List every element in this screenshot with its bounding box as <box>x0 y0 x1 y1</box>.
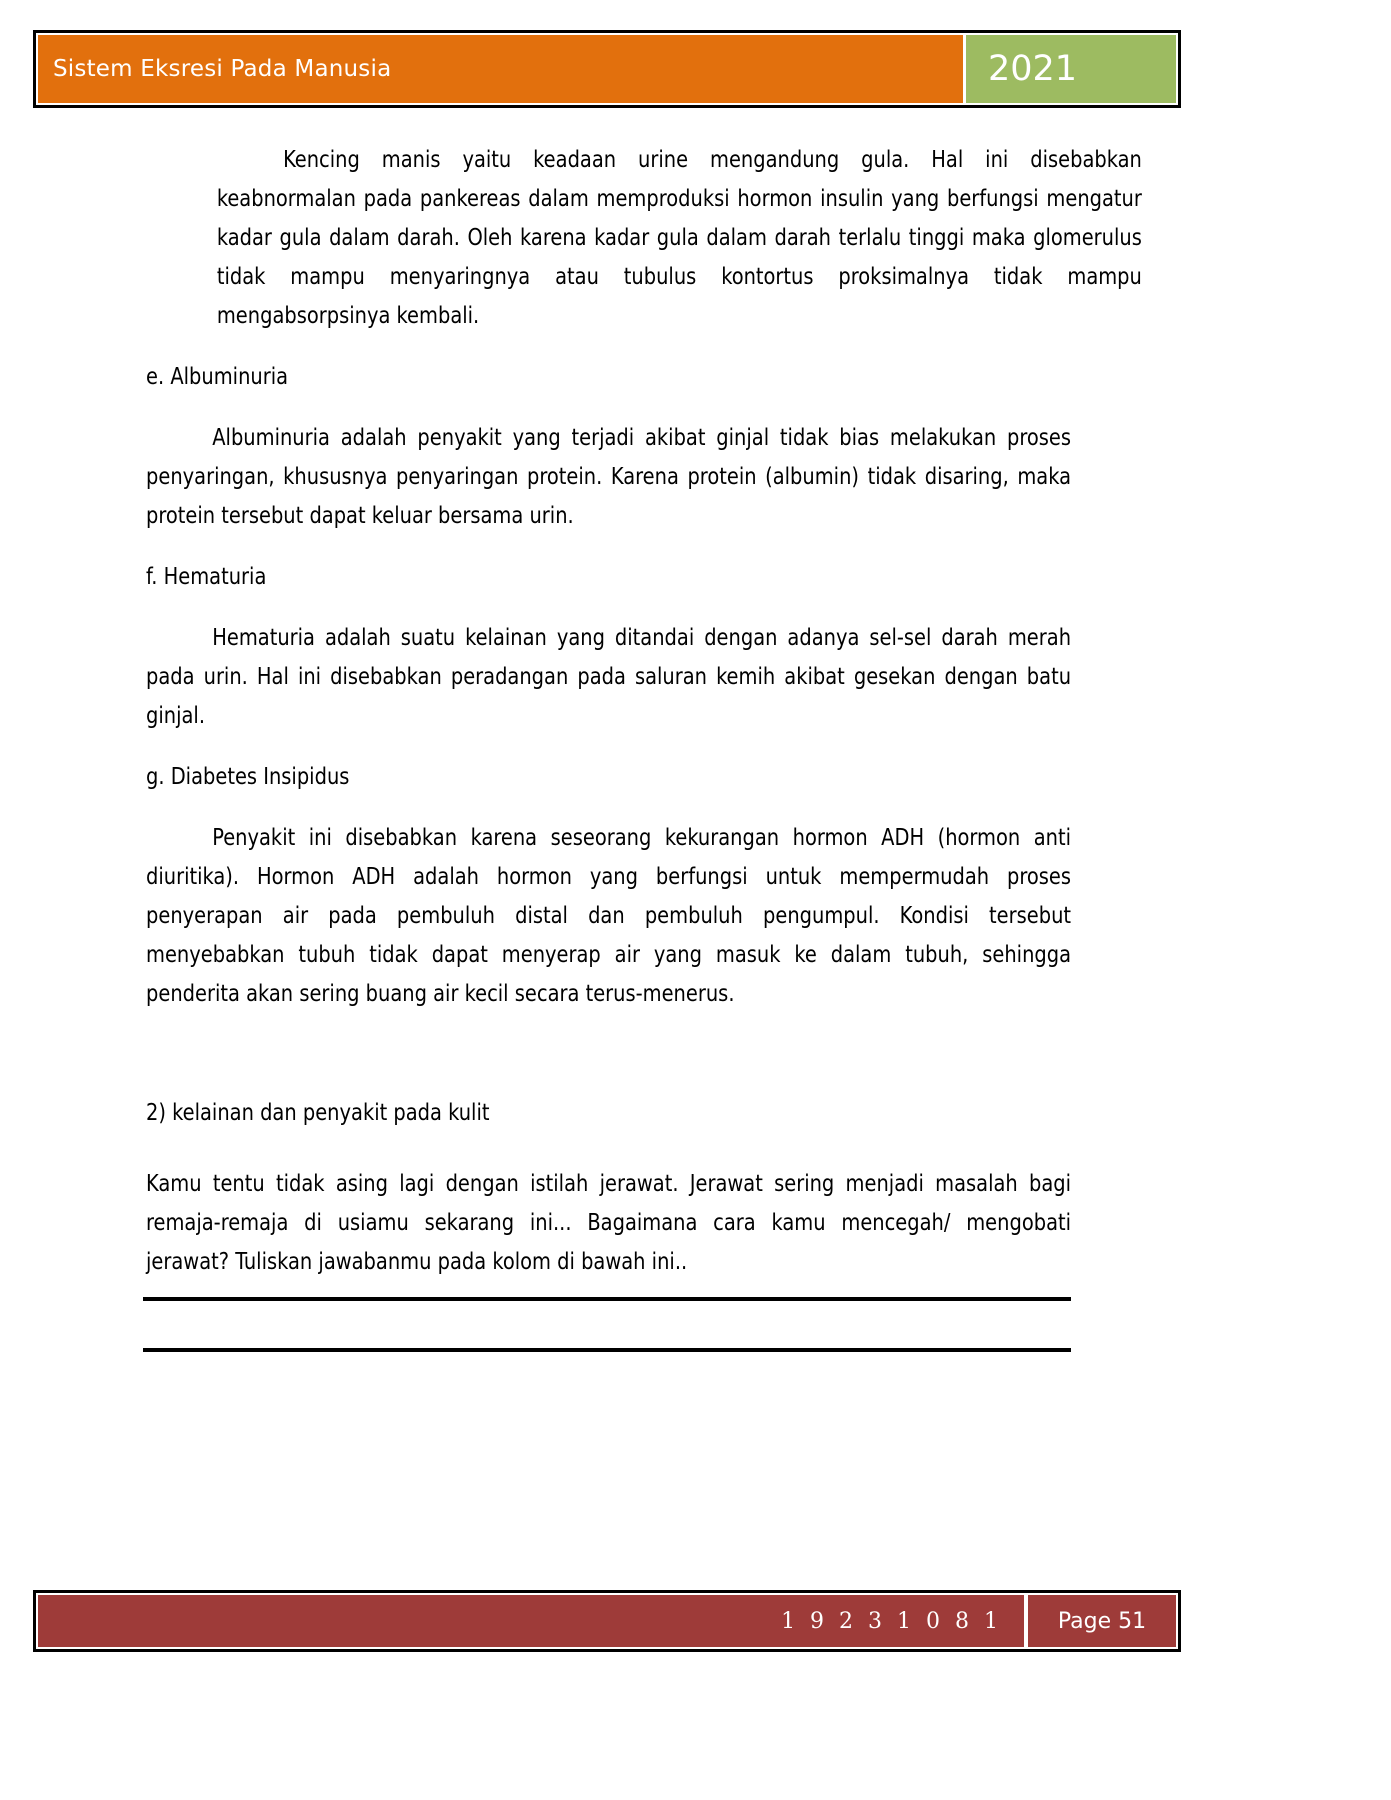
paragraph-jerawat: Kamu tentu tidak asing lagi dengan istilah jerawat. Jerawat sering menjadi masalah bagi remaja-remaja di usiamu sekarang ini... Bagaimana cara kamu mencegah/ mengobati jerawat? Tuliskan jawabanmu pada kolom di bawah ini.. <box>146 1169 1072 1275</box>
paragraph-hematuria: Hematuria adalah suatu kelainan yang ditandai dengan adanya sel-sel darah merah pada urin. Hal ini disebabkan peradangan pada saluran kemih akibat gesekan dengan batu ginjal. <box>146 623 1072 729</box>
document-body <box>146 140 1142 1281</box>
answer-ruled-lines[interactable] <box>143 1297 1071 1352</box>
heading-f-hematuria: f. Hematuria <box>146 562 267 590</box>
page-footer <box>33 1590 1181 1652</box>
page-header <box>33 30 1181 108</box>
heading-e-albuminuria: e. Albuminuria <box>146 362 289 390</box>
paragraph-kencing-manis: Kencing manis yaitu keadaan urine mengandung gula. Hal ini disebabkan keabnormalan pada pankereas dalam memproduksi hormon insulin yang berfungsi mengatur kadar gula dalam darah. Oleh karena kadar gula dalam darah terlalu tinggi maka glomerulus tidak mampu menyaringnya atau tubulus kontortus proksimalnya tidak mampu mengabsorpsinya kembali. <box>216 145 1142 329</box>
spacer <box>146 1013 1071 1093</box>
page-number: Page 51 <box>1057 1608 1147 1634</box>
document-year: 2021 <box>988 48 1078 89</box>
spacer <box>146 735 1071 757</box>
answer-line-2[interactable] <box>143 1348 1071 1352</box>
spacer <box>146 396 1071 418</box>
footer-page-band <box>1028 1595 1176 1647</box>
spacer <box>146 535 1071 557</box>
paragraph-albuminuria: Albuminuria adalah penyakit yang terjadi akibat ginjal tidak bias melakukan proses penyaringan, khususnya penyaringan protein. Karena protein (albumin) tidak disaring, maka protein tersebut dapat keluar bersama urin. <box>146 423 1072 529</box>
spacer <box>143 1301 1071 1348</box>
spacer <box>146 1132 1071 1164</box>
paragraph-diabetes-insipidus: Penyakit ini disebabkan karena seseorang kekurangan hormon ADH (hormon anti diuritika). Hormon ADH adalah hormon yang berfungsi untuk mempermudah proses penyerapan air pada pembuluh distal dan pembuluh pengumpul. Kondisi tersebut menyebabkan tubuh tidak dapat menyerap air yang masuk ke dalam tubuh, sehingga penderita akan sering buang air kecil secara terus-menerus. <box>146 823 1072 1007</box>
header-year-band <box>966 35 1176 103</box>
heading-section-2-kulit: 2) kelainan dan penyakit pada kulit <box>146 1098 490 1126</box>
spacer <box>146 596 1071 618</box>
student-id: 1 9 2 3 1 0 8 1 <box>781 1608 1002 1634</box>
document-title: Sistem Eksresi Pada Manusia <box>53 56 392 82</box>
footer-id-band <box>38 1595 1024 1647</box>
spacer <box>146 335 1071 357</box>
heading-g-diabetes-insipidus: g. Diabetes Insipidus <box>146 762 350 790</box>
spacer <box>146 796 1071 818</box>
header-title-band <box>38 35 963 103</box>
